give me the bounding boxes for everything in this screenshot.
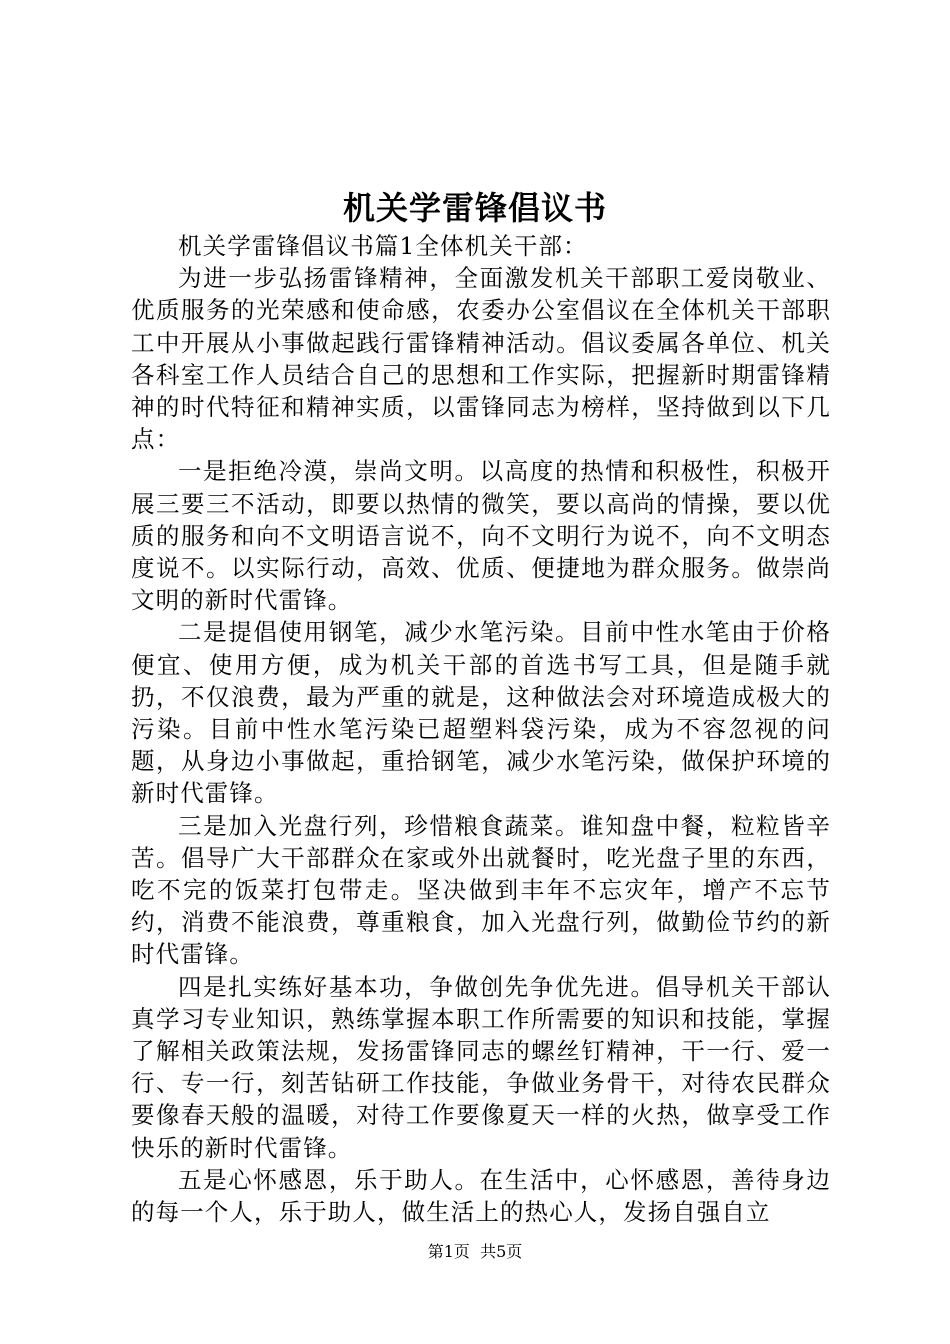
page-number: 第1页 <box>427 1242 470 1261</box>
paragraph-opening: 机关学雷锋倡议书篇1全体机关干部： <box>178 232 588 260</box>
page-footer <box>0 1240 950 1264</box>
paragraph-point-2: 二是提倡使用钢笔，减少水笔污染。目前中性水笔由于价格便宜、使用方便，成为机关干部的首选书写工具，但是随手就扔，不仅浪费，最为严重的就是，这种做法会对环境造成极大的污染。目前中性水笔污染已超塑料袋污染，成为不容忽视的问题，从身边小事做起，重拾钢笔，减少水笔污染，做保护环境的新时代雷锋。 <box>131 618 831 808</box>
page-total: 共5页 <box>480 1242 523 1261</box>
paragraph-point-5: 五是心怀感恩，乐于助人。在生活中，心怀感恩，善待身边的每一个人，乐于助人，做生活上的热心人，发扬自强自立 <box>131 1165 831 1227</box>
paragraph-point-1: 一是拒绝冷漠，崇尚文明。以高度的热情和积极性，积极开展三要三不活动，即要以热情的微笑，要以高尚的情操，要以优质的服务和向不文明语言说不，向不文明行为说不，向不文明态度说不。以实际行动，高效、优质、便捷地为群众服务。做崇尚文明的新时代雷锋。 <box>131 457 831 615</box>
document-title: 机关学雷锋倡议书 <box>342 189 607 227</box>
paragraph-point-3: 三是加入光盘行列，珍惜粮食蔬菜。谁知盘中餐，粒粒皆辛苦。倡导广大干部群众在家或外出就餐时，吃光盘子里的东西，吃不完的饭菜打包带走。坚决做到丰年不忘灾年，增产不忘节约，消费不能浪费，尊重粮食，加入光盘行列，做勤俭节约的新时代雷锋。 <box>131 811 831 969</box>
paragraph-point-4: 四是扎实练好基本功，争做创先争优先进。倡导机关干部认真学习专业知识，熟练掌握本职工作所需要的知识和技能，掌握了解相关政策法规，发扬雷锋同志的螺丝钉精神，干一行、爱一行、专一行，刻苦钻研工作技能，争做业务骨干，对待农民群众要像春天般的温暖，对待工作要像夏天一样的火热，做享受工作快乐的新时代雷锋。 <box>131 972 831 1162</box>
document-body <box>131 230 831 1228</box>
paragraph-intro: 为进一步弘扬雷锋精神，全面激发机关干部职工爱岗敬业、优质服务的光荣感和使命感，农委办公室倡议在全体机关干部职工中开展从小事做起践行雷锋精神活动。倡议委属各单位、机关各科室工作人员结合自己的思想和工作实际，把握新时期雷锋精神的时代特征和精神实质，以雷锋同志为榜样，坚持做到以下几点： <box>131 264 831 454</box>
